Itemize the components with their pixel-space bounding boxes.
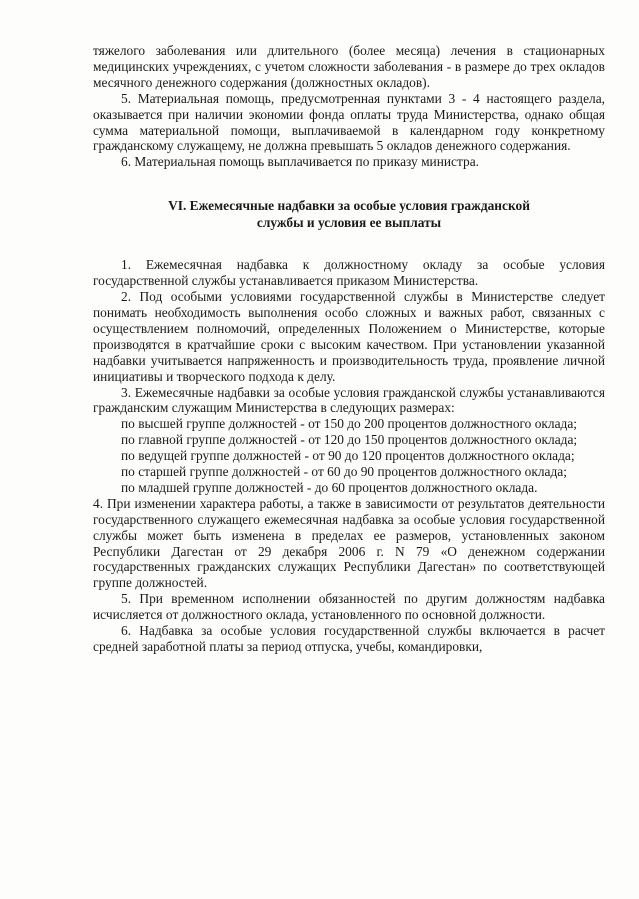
- section-heading-line-1: VI. Ежемесячные надбавки за особые условия гражданской: [168, 198, 530, 214]
- rate-item-junior: по младшей группе должностей - до 60 процентов должностного оклада.: [121, 479, 538, 495]
- paragraph-6: 6. Материальная помощь выплачивается по приказу министра.: [121, 154, 479, 170]
- section-paragraph-4: 4. При изменении характера работы, а также в зависимости от результатов деятельности государственного служащего ежемесячная надбавка за особые условия государственной службы может быть изменена в пределах ее размеров, установленных законом Республики Дагестан от 29 декабря 2006 г. N 79 «О денежном содержании государственных гражданских служащих Республики Дагестан» по соответствующей группе должностей.: [93, 495, 605, 591]
- section-paragraph-1: 1. Ежемесячная надбавка к должностному окладу за особые условия государственной службы устанавливается приказом Министерства.: [93, 257, 605, 289]
- section-paragraph-6: 6. Надбавка за особые условия государственной службы включается в расчет средней заработной платы за период отпуска, учебы, командировки,: [93, 623, 605, 654]
- section-heading: [93, 197, 605, 231]
- rate-item-highest: по высшей группе должностей - от 150 до 200 процентов должностного оклада;: [121, 416, 578, 432]
- section-paragraph-5: 5. При временном исполнении обязанностей по другим должностям надбавка исчисляется от должностного оклада, установленного по основной должности.: [93, 591, 605, 623]
- rate-item-senior: по старшей группе должностей - от 60 до 90 процентов должностного оклада;: [121, 464, 567, 480]
- rate-item-leading: по ведущей группе должностей - от 90 до 120 процентов должностного оклада;: [121, 448, 575, 464]
- rate-item-main: по главной группе должностей - от 120 до 150 процентов должностного оклада;: [121, 432, 578, 448]
- section-paragraph-2: 2. Под особыми условиями государственной службы в Министерстве следует понимать необходимость выполнения особо сложных и важных работ, связанных с осуществлением полномочий, определенных Положением о Министерстве, которые производятся в кратчайшие сроки с высоким качеством. При установлении указанной надбавки учитывается напряженность и производительность труда, проявление личной инициативы и творческого подхода к делу.: [93, 289, 605, 384]
- paragraph-4-continuation: тяжелого заболевания или длительного (более месяца) лечения в стационарных медицинских учреждениях, с учетом сложности заболевания - в размере до трех окладов месячного денежного содержания (должностных окладов).: [93, 43, 605, 90]
- paragraph-5: 5. Материальная помощь, предусмотренная пунктами 3 - 4 настоящего раздела, оказывается при наличии экономии фонда оплаты труда Министерства, однако общая сумма материальной помощи, выплачиваемой в календарном году конкретному гражданскому служащему, не должна превышать 5 окладов денежного содержания.: [93, 90, 605, 154]
- document-page: [93, 43, 605, 655]
- section-paragraph-3: 3. Ежемесячные надбавки за особые условия гражданской службы устанавливаются гражданским служащим Министерства в следующих размерах:: [93, 384, 605, 416]
- section-heading-line-2: службы и условия ее выплаты: [256, 215, 442, 231]
